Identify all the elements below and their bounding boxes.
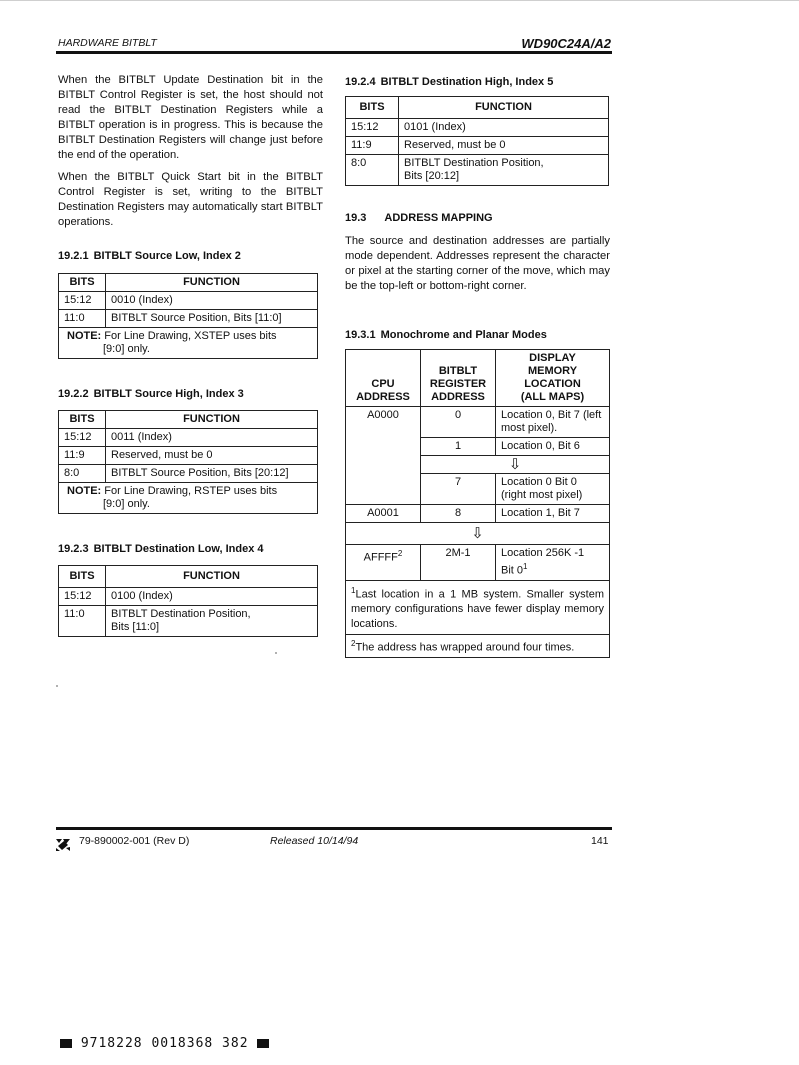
table-footnote-row: [346, 635, 610, 658]
section-title: ADDRESS MAPPING: [384, 212, 493, 224]
cell-text: BITBLT Destination Position,: [404, 157, 544, 169]
header-text: BITBLT: [438, 365, 478, 377]
cell-bits: 11:0: [59, 606, 106, 637]
col-header-function: FUNCTION: [106, 566, 318, 588]
table-destination-low: [58, 565, 318, 637]
table-row: [346, 523, 610, 545]
table-footnote-row: [346, 580, 610, 635]
company-logo-icon: [55, 836, 71, 852]
cell-register: 8: [421, 505, 496, 523]
cell-text: Location 0, Bit 7 (left: [501, 409, 602, 421]
table-destination-high: [345, 96, 609, 186]
cell-bits: 8:0: [346, 155, 399, 186]
cell-bits: 15:12: [346, 119, 399, 137]
col-header-function: FUNCTION: [399, 97, 609, 119]
scan-top-line: [0, 0, 799, 1]
cell-register: 2M-1: [421, 545, 496, 581]
scan-speck: [275, 652, 277, 654]
col-header-bits: BITS: [59, 411, 106, 429]
header-rule: [56, 51, 612, 54]
section-heading-19-2-4: [345, 76, 553, 88]
cell-function: Reserved, must be 0: [399, 137, 609, 155]
cell-bits: 15:12: [59, 429, 106, 447]
cell-bits: 8:0: [59, 465, 106, 483]
cell-function: 0100 (Index): [106, 588, 318, 606]
table-row: [346, 545, 610, 581]
footer-doc-number: 79-890002-001 (Rev D): [79, 835, 190, 847]
table-footnote-2: [346, 635, 610, 658]
cell-register: 0: [421, 407, 496, 438]
header-text: ADDRESS: [431, 391, 485, 403]
table-source-low: [58, 273, 318, 359]
table-row: [346, 505, 610, 523]
section-number: 19.2.3: [58, 543, 89, 555]
cell-bits: 15:12: [59, 588, 106, 606]
section-heading-19-2-2: [58, 388, 244, 400]
cell-register: 1: [421, 438, 496, 456]
table-note-row: [59, 483, 318, 514]
note-text: For Line Drawing, XSTEP uses bits: [104, 330, 277, 342]
intro-paragraph-2: When the BITBLT Quick Start bit in the BITBLT Control Register is set, writing to the BITBLT Destination Registers may automatically start BITBLT operations.: [58, 171, 323, 228]
header-text: (ALL MAPS): [520, 391, 585, 403]
section-heading-19-2-3: [58, 543, 264, 555]
table-row: [346, 155, 609, 186]
col-header-bitblt-register: [421, 350, 496, 407]
table-note: [59, 328, 318, 359]
footnote-mark: 1: [351, 585, 356, 595]
section-number: 19.2.2: [58, 388, 89, 400]
cell-cpu-address: A0000: [346, 407, 421, 505]
note-text: [9:0] only.: [103, 343, 150, 355]
table-row: [59, 292, 318, 310]
section-number: 19.2.1: [58, 250, 89, 262]
cell-bits: 11:0: [59, 310, 106, 328]
footnote-text: The address has wrapped around four times.: [355, 641, 575, 654]
table-row: [346, 119, 609, 137]
footnote-ref: 1: [523, 562, 528, 571]
cell-text: Location 256K -1: [501, 547, 585, 559]
cell-bits: 11:9: [346, 137, 399, 155]
table-source-high: [58, 410, 318, 514]
cell-location: [496, 545, 610, 581]
cell-text: (right most pixel): [501, 489, 583, 501]
cell-text: AFFFF: [363, 551, 398, 564]
running-header-part-number: WD90C24A/A2: [521, 36, 611, 51]
col-header-cpu-address: [346, 350, 421, 407]
header-text: REGISTER: [429, 378, 487, 390]
table-row: [59, 447, 318, 465]
footnote-mark: 2: [351, 639, 356, 649]
header-text: LOCATION: [524, 378, 581, 390]
table-note-row: [59, 328, 318, 359]
section-title: BITBLT Destination High, Index 5: [380, 76, 554, 88]
section-number: 19.3: [345, 212, 367, 224]
note-text: For Line Drawing, RSTEP uses bits: [104, 485, 278, 497]
cell-text: most pixel).: [501, 422, 558, 434]
cell-bits: 11:9: [59, 447, 106, 465]
section-heading-19-3-1: [345, 329, 547, 341]
scan-speck: [56, 685, 58, 687]
footer-rule: [56, 827, 612, 830]
cell-function: BITBLT Source Position, Bits [20:12]: [106, 465, 318, 483]
cell-text: Bits [11:0]: [111, 621, 160, 633]
table-row: [59, 429, 318, 447]
header-text: MEMORY: [527, 365, 578, 377]
cell-location: Location 0, Bit 6: [496, 438, 610, 456]
intro-paragraph-1: When the BITBLT Update Destination bit in the BITBLT Control Register is set, the host should not read the BITBLT Destination Registers while a BITBLT operation is in progress. This is because the BITBLT Destination Registers will change just before the end of the operation.: [58, 74, 323, 161]
section-heading-19-3: [345, 212, 493, 224]
cell-register: 7: [421, 474, 496, 505]
col-header-function: FUNCTION: [106, 274, 318, 292]
cell-function: 0101 (Index): [399, 119, 609, 137]
note-label: NOTE:: [67, 485, 102, 497]
scan-block-mark: [257, 1039, 269, 1048]
cell-function: 0010 (Index): [106, 292, 318, 310]
cell-text: Location 0 Bit 0: [501, 476, 577, 488]
cell-text: Bits [20:12]: [404, 170, 460, 182]
note-text: [9:0] only.: [103, 498, 150, 510]
page-number: 141: [591, 835, 609, 847]
cell-cpu-address: [346, 545, 421, 581]
cell-location: [496, 474, 610, 505]
cell-bits: 15:12: [59, 292, 106, 310]
address-mapping-paragraph: The source and destination addresses are partially mode dependent. Addresses represent the character or pixel at the starting corner of the move, which may be the top-left or bottom-right corner.: [345, 235, 610, 292]
col-header-bits: BITS: [59, 566, 106, 588]
scan-code-line: [60, 1036, 269, 1051]
note-label: NOTE:: [67, 330, 102, 342]
table-row: [59, 465, 318, 483]
footnote-text: Last location in a 1 MB system. Smaller system memory configurations have fewer display memory locations.: [351, 588, 604, 631]
footer-release-date: Released 10/14/94: [270, 835, 359, 847]
section-title: BITBLT Source Low, Index 2: [93, 250, 241, 262]
table-row: [59, 310, 318, 328]
table-note: [59, 483, 318, 514]
header-text: CPU: [371, 378, 395, 390]
section-title: BITBLT Destination Low, Index 4: [93, 543, 264, 555]
col-header-function: FUNCTION: [106, 411, 318, 429]
running-header-section: HARDWARE BITBLT: [58, 37, 157, 49]
col-header-bits: BITS: [59, 274, 106, 292]
table-footnote-1: [346, 580, 610, 635]
header-text: ADDRESS: [356, 391, 410, 403]
continuation-arrow-icon: ⇩: [346, 523, 610, 545]
table-row: [346, 407, 610, 438]
cell-location: [496, 407, 610, 438]
scan-code-text: 9718228 0018368 382: [80, 1036, 249, 1051]
cell-function: [106, 606, 318, 637]
cell-function: [399, 155, 609, 186]
section-title: BITBLT Source High, Index 3: [93, 388, 244, 400]
col-header-display-memory: [496, 350, 610, 407]
cell-function: 0011 (Index): [106, 429, 318, 447]
section-number: 19.2.4: [345, 76, 376, 88]
table-row: [346, 137, 609, 155]
cell-location: Location 1, Bit 7: [496, 505, 610, 523]
cell-function: Reserved, must be 0: [106, 447, 318, 465]
cell-cpu-address: A0001: [346, 505, 421, 523]
table-row: [59, 606, 318, 637]
cell-function: BITBLT Source Position, Bits [11:0]: [106, 310, 318, 328]
footnote-ref: 2: [397, 549, 403, 558]
table-row: [59, 588, 318, 606]
continuation-arrow-icon: ⇩: [421, 456, 610, 474]
col-header-bits: BITS: [346, 97, 399, 119]
header-text: DISPLAY: [529, 352, 576, 364]
section-number: 19.3.1: [345, 329, 376, 341]
cell-text: BITBLT Destination Position,: [111, 608, 251, 620]
cell-text: Bit 0: [501, 564, 524, 577]
table-address-mapping: [345, 349, 610, 658]
scan-block-mark: [60, 1039, 72, 1048]
section-heading-19-2-1: [58, 250, 241, 262]
section-title: Monochrome and Planar Modes: [380, 329, 547, 341]
